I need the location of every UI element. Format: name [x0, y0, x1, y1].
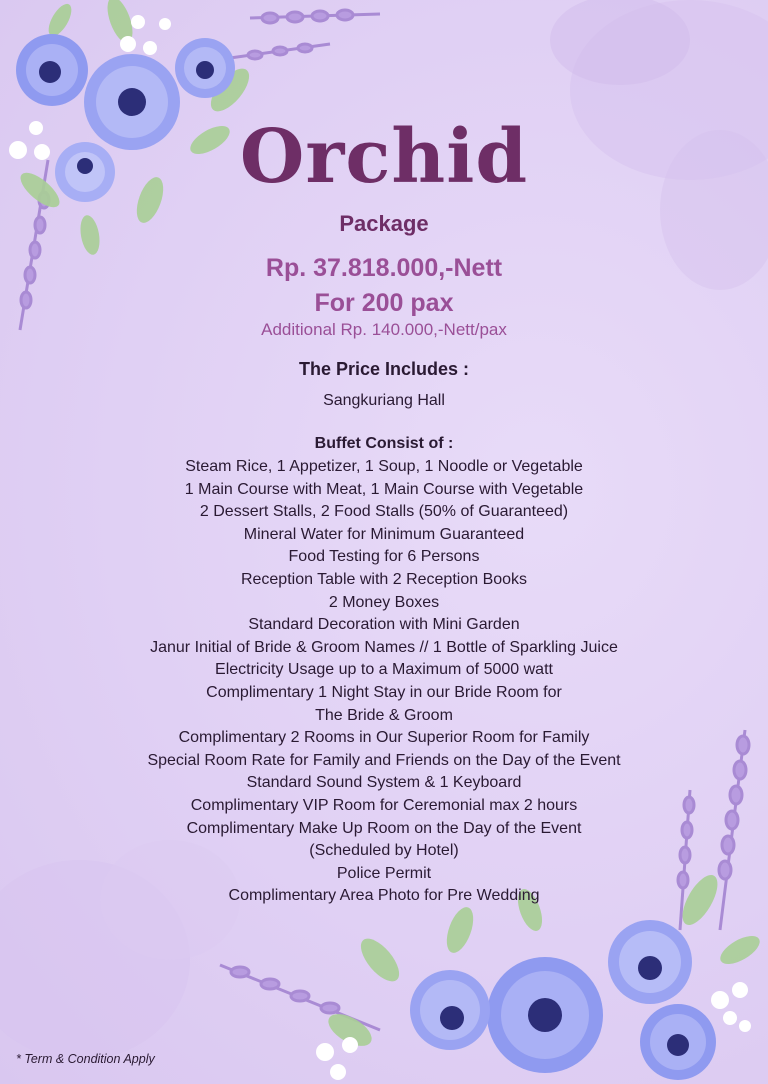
list-item: Steam Rice, 1 Appetizer, 1 Soup, 1 Noodle or Vegetable	[185, 458, 583, 475]
list-item: 2 Money Boxes	[328, 593, 440, 611]
price-additional: Additional Rp. 140.000,-Nett/pax	[261, 320, 507, 339]
includes-heading: The Price Includes :	[298, 359, 470, 379]
list-item: 1 Main Course with Meat, 1 Main Course with Vegetable	[184, 480, 584, 498]
list-item: Food Testing for 6 Persons	[288, 548, 480, 566]
list-item: Reception Table with 2 Reception Books	[240, 570, 528, 588]
inclusions-list	[0, 456, 768, 908]
list-item: Complimentary 2 Rooms in Our Superior Room for Family	[178, 729, 590, 747]
list-item: Complimentary Make Up Room on the Day of the Event	[186, 819, 582, 837]
list-item: (Scheduled by Hotel)	[309, 842, 459, 860]
terms-footnote: * Term & Condition Apply	[16, 1052, 155, 1066]
package-title: Orchid	[239, 114, 529, 200]
list-item: The Bride & Groom	[315, 706, 453, 724]
list-item: Mineral Water for Minimum Guaranteed	[243, 525, 525, 543]
price-pax: For 200 pax	[314, 289, 454, 317]
price-main: Rp. 37.818.000,-Nett	[265, 254, 503, 282]
list-item: 2 Dessert Stalls, 2 Food Stalls (50% of Guaranteed)	[199, 503, 569, 521]
list-item: Complimentary Area Photo for Pre Wedding	[228, 887, 540, 905]
list-item: Electricity Usage up to a Maximum of 5000 watt	[215, 661, 553, 679]
list-item: Janur Initial of Bride & Groom Names // 1 Bottle of Sparkling Juice	[150, 638, 618, 656]
list-item: Complimentary 1 Night Stay in our Bride Room for	[206, 683, 562, 701]
package-subtitle: Package	[339, 211, 429, 236]
buffet-heading: Buffet Consist of :	[314, 435, 454, 452]
hall-name: Sangkuriang Hall	[323, 392, 445, 409]
list-item: Special Room Rate for Family and Friends on the Day of the Event	[147, 751, 621, 769]
list-item: Complimentary VIP Room for Ceremonial max 2 hours	[190, 796, 578, 814]
list-item: Standard Sound System & 1 Keyboard	[246, 774, 522, 792]
list-item: Standard Decoration with Mini Garden	[248, 616, 520, 634]
list-item: Police Permit	[336, 864, 432, 882]
